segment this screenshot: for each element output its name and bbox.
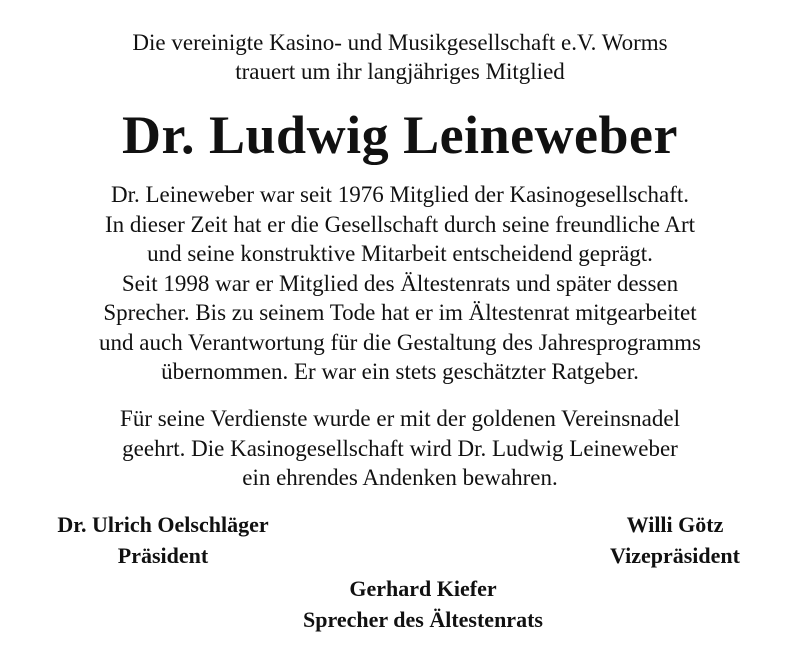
intro-line: Die vereinigte Kasino- und Musikgesellschaft e.V. Worms <box>132 30 668 55</box>
text-line: Seit 1998 war er Mitglied des Ältestenrats und später dessen <box>121 270 679 296</box>
signatory-name: Willi Götz <box>626 512 724 537</box>
signatory-role: Sprecher des Ältestenrats <box>303 607 543 632</box>
text-line: und auch Verantwortung für die Gestaltung des Jahresprogramms <box>99 329 701 355</box>
text-line: ein ehrendes Andenken bewahren. <box>242 465 558 490</box>
deceased-name: Dr. Ludwig Leineweber <box>121 105 678 165</box>
signatory-name: Gerhard Kiefer <box>349 576 497 601</box>
text-line: geehrt. Die Kasinogesellschaft wird Dr. Ludwig Leineweber <box>122 435 678 461</box>
text-line: Dr. Leineweber war seit 1976 Mitglied der Kasinogesellschaft. <box>110 182 690 207</box>
signatory-role: Vizepräsident <box>610 543 740 568</box>
text-line: Für seine Verdienste wurde er mit der goldenen Vereinsnadel <box>120 406 680 431</box>
text-line: In dieser Zeit hat er die Gesellschaft durch seine freundliche Art <box>104 211 696 237</box>
signatory-president <box>40 509 286 571</box>
tribute-paragraph-1 <box>0 180 800 387</box>
text-line: Sprecher. Bis zu seinem Tode hat er im Ältestenrat mitgearbeitet <box>103 300 697 325</box>
signatory-role: Präsident <box>117 543 209 568</box>
signatory-council-speaker <box>245 573 601 635</box>
intro-text <box>0 28 800 86</box>
signatory-name: Dr. Ulrich Oelschläger <box>57 512 269 537</box>
text-line: und seine konstruktive Mitarbeit entscheidend geprägt. <box>147 241 653 266</box>
signatory-vice-president <box>588 509 762 571</box>
tribute-paragraph-2 <box>0 404 800 493</box>
text-line: übernommen. Er war ein stets geschätzter Ratgeber. <box>161 359 639 384</box>
intro-line: trauert um ihr langjähriges Mitglied <box>235 59 565 84</box>
